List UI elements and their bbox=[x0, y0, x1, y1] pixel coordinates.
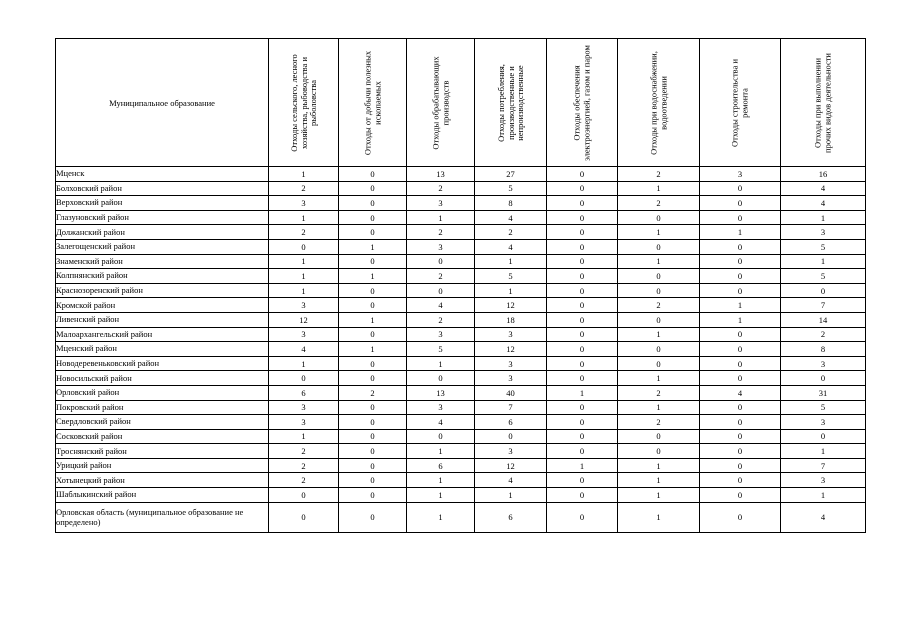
waste-count-cell: 1 bbox=[269, 356, 339, 371]
waste-count-cell: 27 bbox=[475, 167, 547, 182]
table-row bbox=[56, 488, 866, 503]
waste-count-cell: 3 bbox=[781, 415, 866, 430]
municipality-name: Глазуновский район bbox=[56, 210, 269, 225]
waste-count-cell: 0 bbox=[700, 502, 781, 532]
waste-count-cell: 0 bbox=[547, 488, 618, 503]
waste-count-cell: 0 bbox=[700, 473, 781, 488]
table-row bbox=[56, 312, 866, 327]
waste-count-cell: 0 bbox=[700, 371, 781, 386]
waste-count-cell: 1 bbox=[339, 312, 407, 327]
municipality-name: Новодеревеньковский район bbox=[56, 356, 269, 371]
waste-count-cell: 1 bbox=[618, 181, 700, 196]
waste-count-cell: 2 bbox=[618, 196, 700, 211]
table-row bbox=[56, 444, 866, 459]
waste-count-cell: 0 bbox=[700, 342, 781, 357]
waste-count-cell: 2 bbox=[269, 444, 339, 459]
waste-count-cell: 1 bbox=[269, 269, 339, 284]
waste-count-cell: 2 bbox=[618, 167, 700, 182]
header-water bbox=[618, 39, 700, 167]
municipality-name: Троснянский район bbox=[56, 444, 269, 459]
header-energy-label: Отходы обеспечения электроэнергией, газом и паром bbox=[571, 44, 591, 161]
waste-count-cell: 0 bbox=[547, 502, 618, 532]
waste-count-cell: 0 bbox=[475, 429, 547, 444]
table-row bbox=[56, 415, 866, 430]
waste-count-cell: 0 bbox=[618, 269, 700, 284]
header-construction bbox=[700, 39, 781, 167]
waste-count-cell: 0 bbox=[618, 429, 700, 444]
table-body bbox=[56, 167, 866, 533]
waste-count-cell: 18 bbox=[475, 312, 547, 327]
waste-count-cell: 2 bbox=[618, 415, 700, 430]
waste-count-cell: 3 bbox=[781, 473, 866, 488]
waste-count-cell: 1 bbox=[618, 488, 700, 503]
waste-count-cell: 0 bbox=[339, 400, 407, 415]
waste-count-cell: 1 bbox=[407, 488, 475, 503]
municipality-name: Орловский район bbox=[56, 385, 269, 400]
header-manufacturing bbox=[407, 39, 475, 167]
waste-count-cell: 0 bbox=[339, 196, 407, 211]
waste-count-cell: 1 bbox=[618, 225, 700, 240]
table-row bbox=[56, 356, 866, 371]
waste-count-cell: 0 bbox=[700, 356, 781, 371]
waste-count-cell: 0 bbox=[700, 269, 781, 284]
waste-count-cell: 0 bbox=[547, 283, 618, 298]
municipality-name: Верховский район bbox=[56, 196, 269, 211]
waste-count-cell: 0 bbox=[547, 371, 618, 386]
waste-count-cell: 3 bbox=[269, 400, 339, 415]
waste-count-cell: 3 bbox=[269, 327, 339, 342]
waste-count-cell: 0 bbox=[618, 239, 700, 254]
waste-count-cell: 0 bbox=[407, 371, 475, 386]
municipality-name: Колпнянский район bbox=[56, 269, 269, 284]
waste-count-cell: 1 bbox=[781, 210, 866, 225]
waste-count-cell: 2 bbox=[475, 225, 547, 240]
table-row bbox=[56, 385, 866, 400]
waste-count-cell: 1 bbox=[618, 254, 700, 269]
waste-count-cell: 4 bbox=[781, 196, 866, 211]
waste-count-cell: 8 bbox=[781, 342, 866, 357]
waste-count-cell: 3 bbox=[475, 444, 547, 459]
waste-count-cell: 0 bbox=[547, 400, 618, 415]
waste-count-cell: 4 bbox=[269, 342, 339, 357]
waste-count-cell: 0 bbox=[618, 444, 700, 459]
waste-count-cell: 1 bbox=[700, 225, 781, 240]
waste-count-cell: 0 bbox=[781, 371, 866, 386]
header-agriculture-label: Отходы сельского, лесного хозяйства, рыбоводства и рыболовства bbox=[288, 53, 318, 152]
waste-count-cell: 4 bbox=[475, 239, 547, 254]
waste-count-cell: 1 bbox=[475, 488, 547, 503]
waste-count-cell: 0 bbox=[407, 254, 475, 269]
waste-count-cell: 0 bbox=[269, 502, 339, 532]
table-row bbox=[56, 283, 866, 298]
waste-count-cell: 0 bbox=[781, 283, 866, 298]
municipality-name: Мценский район bbox=[56, 342, 269, 357]
waste-count-cell: 0 bbox=[618, 342, 700, 357]
waste-count-cell: 0 bbox=[547, 269, 618, 284]
waste-count-cell: 1 bbox=[618, 400, 700, 415]
waste-count-cell: 1 bbox=[269, 429, 339, 444]
waste-count-cell: 7 bbox=[781, 298, 866, 313]
waste-count-cell: 1 bbox=[475, 283, 547, 298]
waste-count-cell: 5 bbox=[781, 239, 866, 254]
waste-count-cell: 0 bbox=[618, 356, 700, 371]
waste-count-cell: 6 bbox=[475, 415, 547, 430]
table-row bbox=[56, 225, 866, 240]
waste-count-cell: 12 bbox=[475, 298, 547, 313]
waste-count-cell: 0 bbox=[407, 283, 475, 298]
municipality-name: Малоархангельский район bbox=[56, 327, 269, 342]
table-row bbox=[56, 400, 866, 415]
waste-count-cell: 0 bbox=[339, 473, 407, 488]
waste-count-cell: 0 bbox=[700, 429, 781, 444]
waste-count-cell: 0 bbox=[339, 210, 407, 225]
waste-count-cell: 0 bbox=[339, 458, 407, 473]
waste-count-cell: 4 bbox=[475, 473, 547, 488]
waste-count-cell: 0 bbox=[547, 473, 618, 488]
waste-count-cell: 2 bbox=[269, 225, 339, 240]
table-row bbox=[56, 371, 866, 386]
header-row bbox=[56, 39, 866, 167]
header-water-label: Отходы при водоснабжении, водоотведении bbox=[648, 50, 668, 155]
waste-count-cell: 3 bbox=[269, 415, 339, 430]
table-row bbox=[56, 254, 866, 269]
municipality-name: Мценск bbox=[56, 167, 269, 182]
waste-count-cell: 5 bbox=[475, 181, 547, 196]
waste-count-cell: 0 bbox=[700, 444, 781, 459]
waste-count-cell: 1 bbox=[269, 210, 339, 225]
waste-count-cell: 1 bbox=[781, 444, 866, 459]
waste-count-cell: 1 bbox=[269, 167, 339, 182]
waste-count-cell: 3 bbox=[781, 356, 866, 371]
waste-count-cell: 2 bbox=[339, 385, 407, 400]
waste-count-cell: 1 bbox=[407, 502, 475, 532]
waste-count-cell: 3 bbox=[407, 400, 475, 415]
waste-count-cell: 31 bbox=[781, 385, 866, 400]
waste-count-cell: 1 bbox=[618, 327, 700, 342]
waste-count-cell: 3 bbox=[407, 327, 475, 342]
waste-count-cell: 1 bbox=[407, 356, 475, 371]
waste-count-cell: 1 bbox=[407, 210, 475, 225]
table-row bbox=[56, 429, 866, 444]
waste-count-cell: 0 bbox=[339, 181, 407, 196]
waste-count-cell: 0 bbox=[547, 181, 618, 196]
waste-count-cell: 0 bbox=[547, 444, 618, 459]
waste-count-cell: 6 bbox=[269, 385, 339, 400]
waste-count-cell: 0 bbox=[700, 458, 781, 473]
waste-count-cell: 1 bbox=[781, 254, 866, 269]
waste-count-cell: 1 bbox=[339, 239, 407, 254]
waste-count-cell: 0 bbox=[700, 283, 781, 298]
waste-count-cell: 0 bbox=[339, 415, 407, 430]
waste-count-cell: 0 bbox=[339, 327, 407, 342]
waste-count-cell: 0 bbox=[547, 312, 618, 327]
waste-count-cell: 0 bbox=[618, 312, 700, 327]
table-row bbox=[56, 298, 866, 313]
waste-count-cell: 5 bbox=[475, 269, 547, 284]
waste-count-cell: 2 bbox=[407, 181, 475, 196]
municipality-name: Должанский район bbox=[56, 225, 269, 240]
waste-count-cell: 16 bbox=[781, 167, 866, 182]
municipality-name: Краснозоренский район bbox=[56, 283, 269, 298]
header-other bbox=[781, 39, 866, 167]
table-row bbox=[56, 269, 866, 284]
waste-count-cell: 1 bbox=[339, 342, 407, 357]
waste-count-cell: 0 bbox=[547, 298, 618, 313]
waste-count-cell: 0 bbox=[547, 254, 618, 269]
municipality-name: Кромской район bbox=[56, 298, 269, 313]
waste-count-cell: 7 bbox=[781, 458, 866, 473]
waste-count-cell: 0 bbox=[339, 283, 407, 298]
waste-count-cell: 0 bbox=[269, 488, 339, 503]
header-agriculture bbox=[269, 39, 339, 167]
waste-count-cell: 4 bbox=[407, 298, 475, 313]
header-energy bbox=[547, 39, 618, 167]
waste-count-cell: 0 bbox=[618, 283, 700, 298]
waste-count-cell: 1 bbox=[475, 254, 547, 269]
table-row bbox=[56, 196, 866, 211]
waste-count-cell: 3 bbox=[407, 196, 475, 211]
waste-count-cell: 0 bbox=[700, 181, 781, 196]
waste-count-cell: 12 bbox=[475, 342, 547, 357]
waste-count-cell: 0 bbox=[547, 225, 618, 240]
waste-count-cell: 0 bbox=[547, 196, 618, 211]
table-row bbox=[56, 181, 866, 196]
waste-count-cell: 40 bbox=[475, 385, 547, 400]
waste-count-cell: 0 bbox=[339, 254, 407, 269]
waste-count-cell: 4 bbox=[407, 415, 475, 430]
municipality-name: Шаблыкинский район bbox=[56, 488, 269, 503]
header-manufacturing-label: Отходы обрабатывающих производств bbox=[430, 55, 450, 150]
header-mining-label: Отходы от добычи полезных ископаемых bbox=[362, 50, 382, 155]
waste-count-cell: 4 bbox=[781, 502, 866, 532]
waste-count-cell: 1 bbox=[407, 444, 475, 459]
waste-count-cell: 3 bbox=[269, 196, 339, 211]
waste-count-cell: 12 bbox=[475, 458, 547, 473]
waste-count-cell: 4 bbox=[475, 210, 547, 225]
waste-count-cell: 0 bbox=[547, 356, 618, 371]
waste-count-cell: 1 bbox=[700, 312, 781, 327]
waste-count-cell: 0 bbox=[700, 327, 781, 342]
waste-count-cell: 1 bbox=[618, 371, 700, 386]
waste-count-cell: 0 bbox=[781, 429, 866, 444]
waste-count-cell: 3 bbox=[269, 298, 339, 313]
waste-count-cell: 13 bbox=[407, 167, 475, 182]
waste-count-cell: 0 bbox=[700, 254, 781, 269]
waste-count-cell: 0 bbox=[547, 239, 618, 254]
table-row bbox=[56, 473, 866, 488]
waste-count-cell: 12 bbox=[269, 312, 339, 327]
municipality-name: Ливенский район bbox=[56, 312, 269, 327]
waste-count-cell: 1 bbox=[781, 488, 866, 503]
waste-count-cell: 2 bbox=[407, 225, 475, 240]
waste-count-cell: 0 bbox=[339, 356, 407, 371]
waste-count-cell: 1 bbox=[618, 458, 700, 473]
waste-count-cell: 1 bbox=[269, 254, 339, 269]
waste-table bbox=[55, 38, 866, 533]
waste-count-cell: 2 bbox=[407, 312, 475, 327]
waste-count-cell: 2 bbox=[407, 269, 475, 284]
header-municipality: Муниципальное образование bbox=[56, 39, 269, 167]
waste-count-cell: 6 bbox=[475, 502, 547, 532]
table-row bbox=[56, 327, 866, 342]
waste-count-cell: 3 bbox=[475, 327, 547, 342]
waste-count-cell: 0 bbox=[700, 239, 781, 254]
waste-count-cell: 0 bbox=[339, 488, 407, 503]
municipality-name: Покровский район bbox=[56, 400, 269, 415]
waste-count-cell: 0 bbox=[339, 429, 407, 444]
waste-count-cell: 0 bbox=[339, 371, 407, 386]
waste-count-cell: 0 bbox=[700, 415, 781, 430]
waste-count-cell: 0 bbox=[407, 429, 475, 444]
waste-count-cell: 1 bbox=[407, 473, 475, 488]
waste-count-cell: 0 bbox=[269, 239, 339, 254]
waste-count-cell: 0 bbox=[269, 371, 339, 386]
waste-count-cell: 0 bbox=[700, 400, 781, 415]
header-consumption-label: Отходы потребления, производственные и непроизводственные bbox=[495, 63, 525, 142]
waste-count-cell: 2 bbox=[781, 327, 866, 342]
waste-count-cell: 13 bbox=[407, 385, 475, 400]
waste-count-cell: 0 bbox=[339, 298, 407, 313]
table-row bbox=[56, 458, 866, 473]
table-row bbox=[56, 210, 866, 225]
waste-count-cell: 0 bbox=[618, 210, 700, 225]
municipality-name: Хотынецкий район bbox=[56, 473, 269, 488]
waste-count-cell: 1 bbox=[618, 473, 700, 488]
waste-count-cell: 1 bbox=[547, 458, 618, 473]
waste-count-cell: 2 bbox=[269, 458, 339, 473]
waste-count-cell: 0 bbox=[700, 196, 781, 211]
municipality-name: Орловская область (муниципальное образование не определено) bbox=[56, 502, 269, 532]
waste-count-cell: 3 bbox=[475, 371, 547, 386]
waste-count-cell: 3 bbox=[475, 356, 547, 371]
header-construction-label: Отходы строительства и ремонта bbox=[729, 58, 749, 147]
waste-count-cell: 14 bbox=[781, 312, 866, 327]
waste-count-cell: 4 bbox=[781, 181, 866, 196]
municipality-name: Свердловский район bbox=[56, 415, 269, 430]
table-row bbox=[56, 342, 866, 357]
waste-count-cell: 0 bbox=[547, 167, 618, 182]
waste-count-cell: 3 bbox=[700, 167, 781, 182]
waste-count-cell: 0 bbox=[547, 327, 618, 342]
waste-count-cell: 1 bbox=[339, 269, 407, 284]
waste-count-cell: 5 bbox=[781, 269, 866, 284]
header-mining bbox=[339, 39, 407, 167]
waste-count-cell: 0 bbox=[339, 444, 407, 459]
waste-count-cell: 2 bbox=[618, 298, 700, 313]
waste-count-cell: 1 bbox=[269, 283, 339, 298]
municipality-name: Залегощенский район bbox=[56, 239, 269, 254]
municipality-name: Урицкий район bbox=[56, 458, 269, 473]
waste-count-cell: 0 bbox=[547, 415, 618, 430]
waste-count-cell: 2 bbox=[269, 473, 339, 488]
waste-count-cell: 0 bbox=[700, 210, 781, 225]
waste-count-cell: 0 bbox=[547, 210, 618, 225]
waste-count-cell: 0 bbox=[339, 225, 407, 240]
municipality-name: Знаменский район bbox=[56, 254, 269, 269]
waste-count-cell: 0 bbox=[547, 342, 618, 357]
waste-count-cell: 8 bbox=[475, 196, 547, 211]
waste-count-cell: 7 bbox=[475, 400, 547, 415]
waste-count-cell: 3 bbox=[781, 225, 866, 240]
waste-count-cell: 1 bbox=[700, 298, 781, 313]
table-row bbox=[56, 239, 866, 254]
waste-count-cell: 5 bbox=[407, 342, 475, 357]
table-row bbox=[56, 167, 866, 182]
municipality-name: Сосковский район bbox=[56, 429, 269, 444]
municipality-name: Болховский район bbox=[56, 181, 269, 196]
table-row bbox=[56, 502, 866, 532]
waste-count-cell: 0 bbox=[547, 429, 618, 444]
waste-count-cell: 1 bbox=[547, 385, 618, 400]
waste-count-cell: 0 bbox=[339, 167, 407, 182]
header-consumption bbox=[475, 39, 547, 167]
waste-count-cell: 2 bbox=[269, 181, 339, 196]
waste-count-cell: 0 bbox=[339, 502, 407, 532]
waste-count-cell: 0 bbox=[700, 488, 781, 503]
waste-count-cell: 1 bbox=[618, 502, 700, 532]
waste-count-cell: 6 bbox=[407, 458, 475, 473]
waste-count-cell: 2 bbox=[618, 385, 700, 400]
waste-count-cell: 4 bbox=[700, 385, 781, 400]
header-other-label: Отходы при выполнении прочих видов деятельности bbox=[812, 52, 832, 153]
municipality-name: Новосильский район bbox=[56, 371, 269, 386]
waste-count-cell: 5 bbox=[781, 400, 866, 415]
waste-count-cell: 3 bbox=[407, 239, 475, 254]
